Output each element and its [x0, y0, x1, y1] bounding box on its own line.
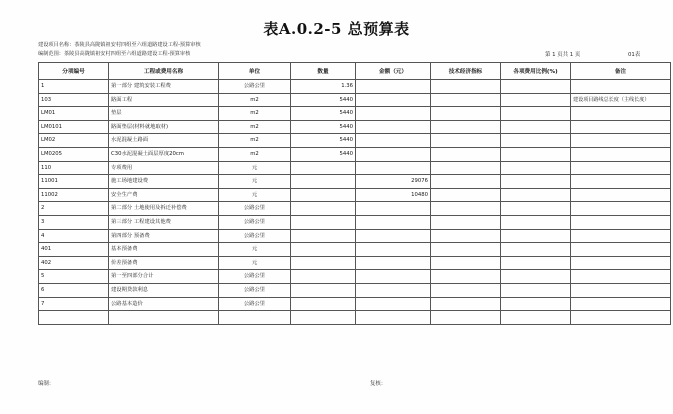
column-header-amount: 金额（元） [356, 63, 431, 80]
cell-unit: m2 [219, 134, 291, 148]
cell-cost-ratio [501, 161, 571, 175]
cell-remark [571, 120, 671, 134]
cell-remark [571, 134, 671, 148]
form-number-label: 01表 [628, 52, 641, 58]
cell-name: 第一部分 建筑安装工程费 [109, 80, 219, 94]
cell-unit: 元 [219, 161, 291, 175]
cell-cost-ratio [501, 297, 571, 311]
cell-name: 路面垫层(材料就地取材) [109, 120, 219, 134]
cell-name: 垫层 [109, 107, 219, 121]
cell-unit: m2 [219, 107, 291, 121]
cell-name: 第一至四部分合计 [109, 270, 219, 284]
cell-name: 公路基本造价 [109, 297, 219, 311]
cell-quantity-blank [291, 311, 356, 325]
cell-tech-indicator [431, 93, 501, 107]
cell-name: C30水泥混凝土面层厚度20cm [109, 147, 219, 161]
cell-code: 4 [39, 229, 109, 243]
column-header-ratio: 各项费用比例(%) [501, 63, 571, 80]
cell-remark: 建设项目路线总长度（主线长度） [571, 93, 671, 107]
cell-cost-ratio [501, 107, 571, 121]
table-row [39, 270, 671, 284]
cell-amount [356, 147, 431, 161]
cell-tech-indicator [431, 229, 501, 243]
cell-remark [571, 202, 671, 216]
cell-code: 11002 [39, 188, 109, 202]
cell-amount [356, 161, 431, 175]
document-meta [38, 41, 201, 59]
cell-quantity [291, 215, 356, 229]
cell-code: 1 [39, 80, 109, 94]
cell-unit: m2 [219, 120, 291, 134]
cell-tech-indicator-blank [431, 311, 501, 325]
cell-code: LM02 [39, 134, 109, 148]
cell-remark [571, 175, 671, 189]
cell-quantity [291, 202, 356, 216]
cell-remark-blank [571, 311, 671, 325]
cell-code: 7 [39, 297, 109, 311]
column-header-code: 分项编号 [39, 63, 109, 80]
cell-unit: 公路公里 [219, 80, 291, 94]
cell-name: 价差预备费 [109, 256, 219, 270]
cell-code: 110 [39, 161, 109, 175]
table-row [39, 243, 671, 257]
cell-unit: 公路公里 [219, 202, 291, 216]
cell-cost-ratio [501, 134, 571, 148]
cell-cost-ratio [501, 283, 571, 297]
cell-code: 6 [39, 283, 109, 297]
column-header-name: 工程或费用名称 [109, 63, 219, 80]
cell-cost-ratio [501, 229, 571, 243]
cell-name: 安全生产费 [109, 188, 219, 202]
table-row [39, 134, 671, 148]
cell-cost-ratio [501, 256, 571, 270]
column-header-unit: 单位 [219, 63, 291, 80]
cell-unit: 元 [219, 243, 291, 257]
cell-quantity [291, 256, 356, 270]
cell-quantity [291, 243, 356, 257]
cell-unit: m2 [219, 93, 291, 107]
cell-code: LM0205 [39, 147, 109, 161]
cell-quantity [291, 188, 356, 202]
cell-amount [356, 283, 431, 297]
cell-remark [571, 80, 671, 94]
cell-quantity [291, 270, 356, 284]
cell-unit: 公路公里 [219, 215, 291, 229]
cell-tech-indicator [431, 243, 501, 257]
cell-tech-indicator [431, 120, 501, 134]
cell-remark [571, 283, 671, 297]
cell-amount [356, 120, 431, 134]
cell-amount [356, 202, 431, 216]
cell-code: 5 [39, 270, 109, 284]
table-row [39, 147, 671, 161]
cell-remark [571, 147, 671, 161]
cell-remark [571, 229, 671, 243]
cell-quantity [291, 283, 356, 297]
budget-table [38, 62, 671, 325]
cell-name-blank [109, 311, 219, 325]
cell-unit: 公路公里 [219, 297, 291, 311]
cell-unit: m2 [219, 147, 291, 161]
cell-remark [571, 270, 671, 284]
cell-code: 11001 [39, 175, 109, 189]
cell-name: 专项费用 [109, 161, 219, 175]
cell-tech-indicator [431, 270, 501, 284]
prepared-by-label: 编制： [38, 381, 55, 387]
cell-quantity: 5440 [291, 147, 356, 161]
cell-code: LM0101 [39, 120, 109, 134]
table-row [39, 161, 671, 175]
cell-tech-indicator [431, 297, 501, 311]
cell-amount [356, 256, 431, 270]
cell-quantity [291, 297, 356, 311]
cell-name: 施工场地建设费 [109, 175, 219, 189]
cell-quantity: 1.36 [291, 80, 356, 94]
cell-amount [356, 297, 431, 311]
cell-tech-indicator [431, 107, 501, 121]
table-row [39, 107, 671, 121]
cell-name: 路面工程 [109, 93, 219, 107]
table-row [39, 283, 671, 297]
table-row [39, 229, 671, 243]
cell-tech-indicator [431, 256, 501, 270]
cell-quantity: 5440 [291, 134, 356, 148]
cell-code-blank [39, 311, 109, 325]
cell-unit: 元 [219, 188, 291, 202]
cell-cost-ratio [501, 243, 571, 257]
cell-tech-indicator [431, 175, 501, 189]
cell-remark [571, 256, 671, 270]
cell-cost-ratio [501, 188, 571, 202]
cell-code: 2 [39, 202, 109, 216]
cell-quantity: 5440 [291, 93, 356, 107]
cell-remark [571, 297, 671, 311]
cell-unit: 元 [219, 256, 291, 270]
cell-tech-indicator [431, 134, 501, 148]
cell-remark [571, 188, 671, 202]
cell-amount [356, 243, 431, 257]
cell-cost-ratio [501, 120, 571, 134]
cell-unit: 元 [219, 175, 291, 189]
cell-unit: 公路公里 [219, 270, 291, 284]
cell-amount [356, 93, 431, 107]
cell-cost-ratio-blank [501, 311, 571, 325]
cell-amount: 10480 [356, 188, 431, 202]
cell-name: 第二部分 土地使用及拆迁补偿费 [109, 202, 219, 216]
project-name-line: 建设项目名称：茶陵县高陇镇祖安村四组至六组道路建设工程-预算审核 [38, 42, 201, 48]
table-blank-row [39, 311, 671, 325]
cell-code: 401 [39, 243, 109, 257]
cell-quantity: 5440 [291, 107, 356, 121]
cell-name: 建设期贷款利息 [109, 283, 219, 297]
table-body [39, 80, 671, 325]
cell-cost-ratio [501, 270, 571, 284]
cell-remark [571, 243, 671, 257]
cell-code: 3 [39, 215, 109, 229]
scope-line: 编制范围：茶陵县高陇镇祖安村四组至六组道路建设工程-预算审核 [38, 51, 191, 57]
cell-amount: 29076 [356, 175, 431, 189]
cell-quantity [291, 161, 356, 175]
cell-cost-ratio [501, 93, 571, 107]
cell-code: 103 [39, 93, 109, 107]
cell-amount [356, 107, 431, 121]
cell-amount-blank [356, 311, 431, 325]
cell-cost-ratio [501, 80, 571, 94]
table-row [39, 256, 671, 270]
cell-unit: 公路公里 [219, 283, 291, 297]
column-header-tech: 技术经济指标 [431, 63, 501, 80]
cell-quantity [291, 229, 356, 243]
cell-name: 第三部分 工程建设其他费 [109, 215, 219, 229]
column-header-qty: 数量 [291, 63, 356, 80]
cell-quantity [291, 175, 356, 189]
cell-tech-indicator [431, 161, 501, 175]
cell-unit: 公路公里 [219, 229, 291, 243]
table-row [39, 297, 671, 311]
cell-remark [571, 215, 671, 229]
cell-tech-indicator [431, 283, 501, 297]
column-header-remark: 备注 [571, 63, 671, 80]
cell-amount [356, 80, 431, 94]
table-row [39, 80, 671, 94]
table-row [39, 93, 671, 107]
cell-quantity: 5440 [291, 120, 356, 134]
cell-amount [356, 215, 431, 229]
cell-amount [356, 134, 431, 148]
table-row [39, 202, 671, 216]
page-number-label: 第 1 页共 1 页 [545, 52, 581, 58]
cell-cost-ratio [501, 202, 571, 216]
cell-cost-ratio [501, 175, 571, 189]
table-row [39, 215, 671, 229]
cell-tech-indicator [431, 188, 501, 202]
cell-name: 水泥混凝土路面 [109, 134, 219, 148]
cell-remark [571, 107, 671, 121]
cell-name: 基本预备费 [109, 243, 219, 257]
cell-unit-blank [219, 311, 291, 325]
cell-code: 402 [39, 256, 109, 270]
cell-tech-indicator [431, 147, 501, 161]
cell-remark [571, 161, 671, 175]
cell-cost-ratio [501, 215, 571, 229]
reviewed-by-label: 复核： [370, 381, 387, 387]
cell-code: LM01 [39, 107, 109, 121]
cell-tech-indicator [431, 80, 501, 94]
table-header-row [39, 63, 671, 80]
page-title: 表A.0.2-5 总预算表 [263, 20, 410, 38]
cell-name: 第四部分 预备费 [109, 229, 219, 243]
cell-amount [356, 229, 431, 243]
cell-amount [356, 270, 431, 284]
table-row [39, 188, 671, 202]
cell-tech-indicator [431, 202, 501, 216]
table-row [39, 120, 671, 134]
table-row [39, 175, 671, 189]
cell-tech-indicator [431, 215, 501, 229]
cell-cost-ratio [501, 147, 571, 161]
